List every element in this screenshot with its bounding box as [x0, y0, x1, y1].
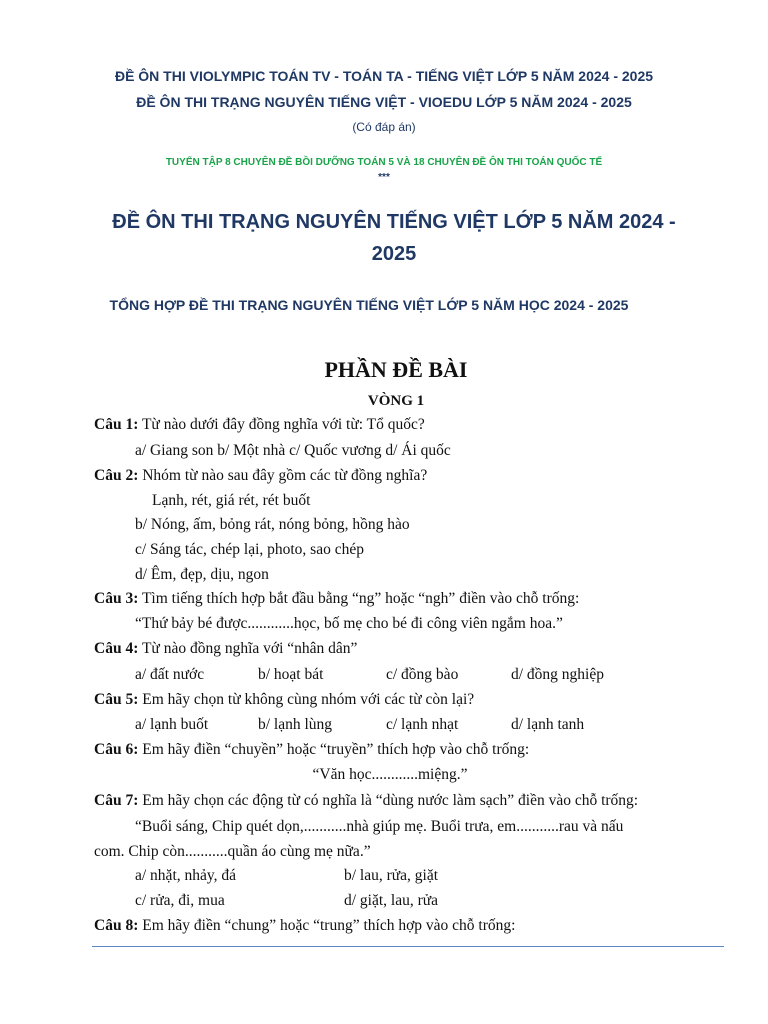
collection-link[interactable]: TUYỂN TẬP 8 CHUYÊN ĐỀ BỒI DƯỠNG TOÁN 5 VÀ 18 CHUYÊN ĐỀ ÔN THI TOÁN QUỐC TẾ — [165, 157, 603, 168]
question-2-option-b: b/ Nóng, ấm, bỏng rát, nóng bỏng, hồng hào — [135, 516, 410, 533]
question-label: Câu 8: — [94, 917, 139, 934]
question-label: Câu 5: — [94, 691, 139, 708]
question-label: Câu 3: — [94, 590, 139, 607]
question-2-option-c: c/ Sáng tác, chép lại, photo, sao chép — [135, 541, 364, 558]
question-4-option-c: c/ đồng bào — [386, 666, 459, 683]
question-text: Em hãy chọn các động từ có nghĩa là “dùng nước làm sạch” điền vào chỗ trống: — [138, 792, 639, 809]
question-7-quote-line-2: com. Chip còn...........quần áo cùng mẹ nữa.” — [94, 843, 371, 860]
question-text: Từ nào đồng nghĩa với “nhân dân” — [138, 640, 358, 657]
question-label: Câu 6: — [94, 741, 139, 758]
question-text: Em hãy điền “chung” hoặc “trung” thích hợp vào chỗ trống: — [138, 917, 516, 934]
question-7-option-b: b/ lau, rửa, giặt — [344, 867, 439, 884]
question-5-option-b: b/ lạnh lùng — [258, 716, 333, 733]
question-2-option-d: d/ Êm, đẹp, dịu, ngon — [135, 566, 269, 583]
question-5-option-a: a/ lạnh buốt — [135, 716, 209, 733]
document-title: ĐỀ ÔN THI TRẠNG NGUYÊN TIẾNG VIỆT LỚP 5 NĂM 2024 - 2025 — [112, 211, 676, 265]
question-7-option-d: d/ giặt, lau, rửa — [344, 892, 439, 909]
question-text: Em hãy điền “chuyền” hoặc “truyền” thích hợp vào chỗ trống: — [138, 741, 530, 758]
question-text: Từ nào dưới đây đồng nghĩa với từ: Tổ quốc? — [138, 416, 425, 433]
question-label: Câu 7: — [94, 792, 139, 809]
question-4-option-a: a/ đất nước — [135, 666, 205, 683]
question-label: Câu 2: — [94, 467, 139, 484]
question-5-option-d: d/ lạnh tanh — [511, 716, 585, 733]
question-3 — [94, 589, 579, 609]
question-3-quote: “Thứ bảy bé được............học, bố mẹ cho bé đi công viên ngắm hoa.” — [135, 615, 563, 632]
question-label: Câu 4: — [94, 640, 139, 657]
question-text: Tìm tiếng thích hợp bắt đầu bằng “ng” hoặc “ngh” điền vào chỗ trống: — [138, 590, 580, 607]
header-line-1: ĐỀ ÔN THI VIOLYMPIC TOÁN TV - TOÁN TA - TIẾNG VIỆT LỚP 5 NĂM 2024 - 2025 — [114, 68, 654, 84]
question-7-option-a: a/ nhặt, nhảy, đá — [135, 867, 236, 884]
question-text: Nhóm từ nào sau đây gồm các từ đồng nghĩa? — [138, 467, 428, 484]
question-2-option-a: Lạnh, rét, giá rét, rét buốt — [152, 492, 311, 509]
question-5-option-c: c/ lạnh nhạt — [386, 716, 459, 733]
question-7 — [94, 791, 638, 811]
question-7-quote-line-1: “Buổi sáng, Chip quét dọn,...........nhà giúp mẹ. Buổi trưa, em...........rau và nấu — [135, 818, 624, 835]
section-title: PHẦN ĐỀ BÀI — [324, 357, 468, 382]
question-4 — [94, 639, 357, 659]
separator-stars: *** — [378, 172, 390, 183]
round-title: VÒNG 1 — [367, 393, 425, 409]
question-1 — [94, 415, 425, 435]
page-footer-divider — [92, 946, 724, 947]
document-subtitle: TỔNG HỢP ĐỀ THI TRẠNG NGUYÊN TIẾNG VIỆT LỚP 5 NĂM HỌC 2024 - 2025 — [109, 297, 629, 313]
question-6-quote: “Văn học............miệng.” — [312, 766, 468, 783]
question-text: Em hãy chọn từ không cùng nhóm với các từ còn lại? — [138, 691, 475, 708]
question-1-options: a/ Giang son b/ Một nhà c/ Quốc vương d/ Ái quốc — [135, 442, 451, 459]
question-5 — [94, 690, 474, 710]
answer-note: (Có đáp án) — [352, 120, 416, 134]
question-7-option-c: c/ rửa, đi, mua — [135, 892, 225, 909]
question-2 — [94, 466, 427, 486]
question-6 — [94, 740, 529, 760]
question-label: Câu 1: — [94, 416, 139, 433]
question-4-option-d: d/ đồng nghiệp — [511, 666, 604, 683]
question-4-option-b: b/ hoạt bát — [258, 666, 324, 683]
header-line-2: ĐỀ ÔN THI TRẠNG NGUYÊN TIẾNG VIỆT - VIOEDU LỚP 5 NĂM 2024 - 2025 — [136, 94, 632, 110]
question-8 — [94, 916, 515, 936]
